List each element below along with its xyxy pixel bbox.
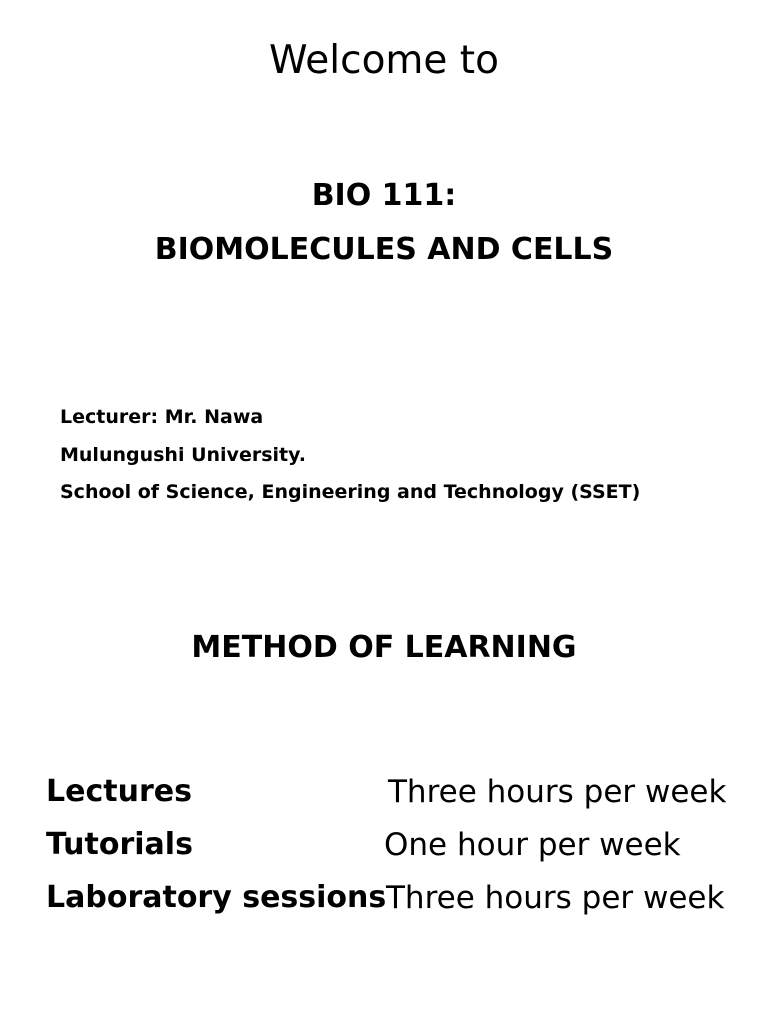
schedule-value-laboratory: Three hours per week [386, 880, 725, 916]
schedule-value-tutorials: One hour per week [384, 827, 681, 863]
university-line: Mulungushi University. [60, 444, 306, 466]
schedule-label-lectures: Lectures [46, 774, 192, 809]
schedule-value-lectures: Three hours per week [388, 774, 727, 810]
schedule-label-laboratory: Laboratory sessions [46, 880, 387, 915]
welcome-heading: Welcome to [269, 38, 499, 83]
schedule-label-tutorials: Tutorials [46, 827, 193, 862]
course-title: BIOMOLECULES AND CELLS [154, 232, 614, 267]
course-code: BIO 111: [311, 178, 457, 213]
school-line: School of Science, Engineering and Technology (SSET) [60, 481, 641, 503]
lecturer-line: Lecturer: Mr. Nawa [60, 406, 264, 428]
method-heading: METHOD OF LEARNING [191, 630, 577, 665]
